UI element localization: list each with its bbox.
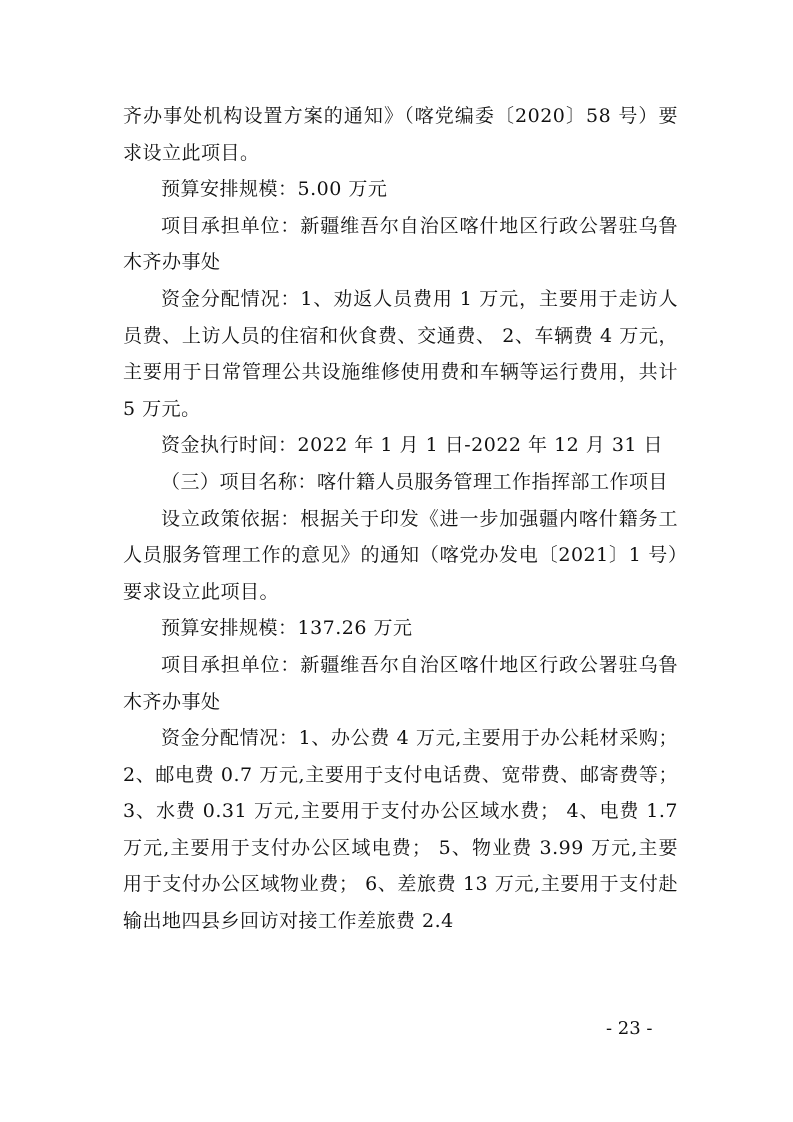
- paragraph-execution-time: 资金执行时间：2022 年 1 月 1 日-2022 年 12 月 31 日: [161, 434, 664, 457]
- body-text: [123, 98, 678, 940]
- paragraph-fund-allocation: 资金分配情况：1、劝返人员费用 1 万元，主要用于走访人员费、上访人员的住宿和伙食费、交通费、 2、车辆费 4 万元，主要用于日常管理公共设施维修使用费和车辆等运行费用，共计 5 万元。: [123, 287, 678, 420]
- paragraph-continuation: 齐办事处机构设置方案的通知》（喀党编委〔2020〕58 号）要求设立此项目。: [123, 105, 678, 164]
- paragraph-budget-scale-2: 预算安排规模：137.26 万元: [161, 617, 413, 640]
- paragraph-undertaking-unit-2: 项目承担单位：新疆维吾尔自治区喀什地区行政公署驻乌鲁木齐办事处: [123, 653, 678, 713]
- paragraph-policy-basis: 设立政策依据：根据关于印发《进一步加强疆内喀什籍务工人员服务管理工作的意见》的通知（喀党办发电〔2021〕1 号）要求设立此项目。: [123, 507, 678, 603]
- paragraph-fund-allocation-2: 资金分配情况：1、办公费 4 万元,主要用于办公耗材采购； 2、邮电费 0.7 万元,主要用于支付电话费、宽带费、邮寄费等； 3、水费 0.31 万元,主要用于支付办公区域水费； 4、电费 1.7 万元,主要用于支付办公区域电费； 5、物业费 3.99 万元,主要用于支付办公区域物业费； 6、差旅费 13 万元,主要用于支付赴输出地四县乡回访对接工作差旅费 2.4: [123, 727, 678, 933]
- paragraph-undertaking-unit: 项目承担单位：新疆维吾尔自治区喀什地区行政公署驻乌鲁木齐办事处: [123, 214, 678, 274]
- paragraph-budget-scale: 预算安排规模：5.00 万元: [161, 178, 388, 201]
- section-heading-project-3: （三）项目名称：喀什籍人员服务管理工作指挥部工作项目: [161, 470, 669, 493]
- page-number: - 23 -: [606, 1018, 653, 1039]
